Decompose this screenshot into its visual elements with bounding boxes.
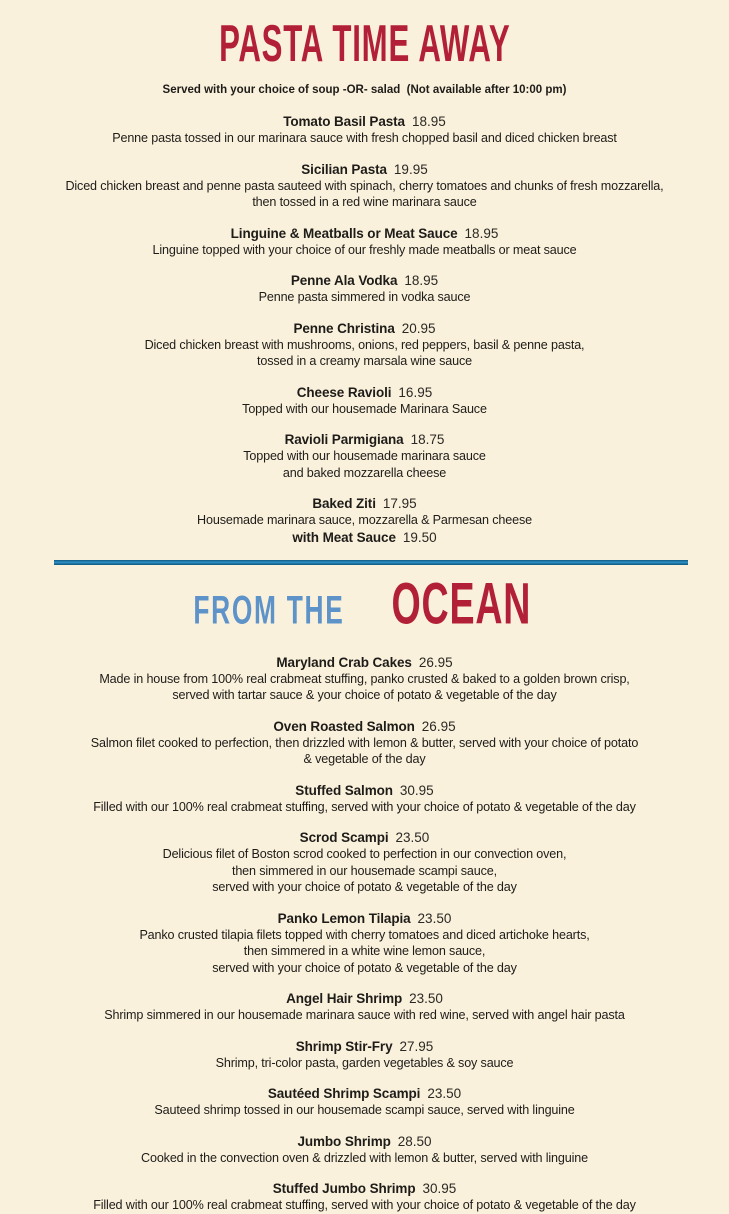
ocean-title-part: FROM THE — [193, 586, 345, 633]
item-name-line — [0, 654, 729, 671]
item-name-line — [0, 829, 729, 846]
item-name: Sicilian Pasta — [301, 161, 387, 177]
item-description-line: Linguine topped with your choice of our freshly made meatballs or meat sauce — [152, 242, 577, 257]
menu-item — [0, 113, 729, 147]
item-name-line — [0, 495, 729, 512]
item-name: Stuffed Jumbo Shrimp — [272, 1181, 416, 1196]
item-description-line: Sauteed shrimp tossed in our housemade scampi sauce, served with linguine — [154, 1103, 575, 1117]
item-description-line: served with your choice of potato & vegetable of the day — [212, 960, 517, 975]
item-description-line: and baked mozzarella cheese — [282, 465, 447, 480]
item-price: 23.50 — [427, 1086, 462, 1101]
menu-item — [0, 384, 729, 418]
item-description-line: Topped with our housemade Marinara Sauce — [242, 401, 487, 416]
pasta-title-part: PASTA TIME AWAY — [218, 15, 511, 73]
item-name-line — [0, 320, 729, 337]
item-description — [0, 1007, 729, 1024]
menu-item — [0, 1133, 729, 1167]
item-name-line — [0, 910, 729, 927]
item-description-line: Cooked in the convection oven & drizzled with lemon & butter, served with linguine — [141, 1150, 588, 1165]
item-price: 20.95 — [401, 320, 436, 336]
item-price: 18.95 — [404, 273, 439, 288]
item-name-line — [0, 782, 729, 799]
pasta-section-title — [0, 15, 729, 80]
item-price: 18.95 — [411, 114, 446, 129]
item-description-line: Shrimp, tri-color pasta, garden vegetables & soy sauce — [215, 1055, 514, 1070]
item-description — [0, 799, 729, 816]
item-name-line — [0, 1085, 729, 1102]
item-description — [0, 448, 729, 481]
item-name-line — [0, 990, 729, 1007]
item-description — [0, 1102, 729, 1119]
item-description-line: Delicious filet of Boston scrod cooked to perfection in our convection oven, — [162, 847, 567, 861]
menu-item — [0, 1085, 729, 1119]
item-name: Linguine & Meatballs or Meat Sauce — [230, 225, 458, 241]
menu-item — [0, 910, 729, 977]
item-name-line — [0, 1180, 729, 1197]
section-ocean — [0, 569, 729, 1214]
item-name-line — [0, 431, 729, 448]
item-name-line — [0, 161, 729, 178]
item-description — [0, 846, 729, 896]
ocean-items-list — [0, 654, 729, 1214]
item-price: 18.75 — [410, 432, 445, 447]
menu-item — [0, 1180, 729, 1214]
item-name: Shrimp Stir-Fry — [295, 1038, 393, 1054]
item-description — [0, 1150, 729, 1167]
item-description-line: Diced chicken breast and penne pasta sauteed with spinach, cherry tomatoes and chunks of fresh mozzarella, — [65, 178, 664, 193]
menu-item — [0, 718, 729, 768]
item-price: 19.95 — [393, 161, 428, 177]
item-description-line: Penne pasta simmered in vodka sauce — [258, 290, 471, 304]
item-price: 26.95 — [418, 654, 453, 670]
item-variant-label: with Meat Sauce — [292, 529, 396, 545]
item-name: Panko Lemon Tilapia — [277, 910, 411, 926]
item-description — [0, 337, 729, 370]
menu-item — [0, 1038, 729, 1072]
menu-item — [0, 990, 729, 1024]
item-description — [0, 401, 729, 418]
item-description-line: Panko crusted tilapia filets topped with cherry tomatoes and diced artichoke hearts, — [139, 927, 590, 942]
item-description-line: served with tartar sauce & your choice of potato & vegetable of the day — [172, 688, 557, 702]
item-description — [0, 1055, 729, 1072]
item-name: Penne Christina — [293, 320, 395, 336]
item-description-line: Shrimp simmered in our housemade marinara sauce with red wine, served with angel hair pasta — [104, 1008, 625, 1022]
menu-item — [0, 495, 729, 546]
item-price: 28.50 — [397, 1133, 432, 1149]
item-name-line — [0, 225, 729, 242]
item-price: 26.95 — [421, 718, 456, 734]
item-description-line: & vegetable of the day — [303, 752, 426, 766]
item-variant-price: 19.50 — [402, 529, 437, 545]
menu-item — [0, 161, 729, 211]
item-name: Penne Ala Vodka — [290, 273, 398, 288]
item-name-line — [0, 113, 729, 130]
item-price: 27.95 — [399, 1038, 434, 1054]
item-description-line: tossed in a creamy marsala wine sauce — [257, 354, 472, 368]
section-pasta — [0, 15, 729, 546]
item-description-line: Diced chicken breast with mushrooms, onions, red peppers, basil & penne pasta, — [144, 337, 585, 352]
menu-item — [0, 829, 729, 896]
item-name: Jumbo Shrimp — [297, 1133, 391, 1149]
item-price: 30.95 — [422, 1181, 457, 1196]
item-description — [0, 289, 729, 306]
item-name: Cheese Ravioli — [296, 384, 392, 400]
item-price: 23.50 — [417, 910, 452, 926]
item-description-line: then simmered in a white wine lemon sauce, — [243, 944, 486, 958]
item-name-line — [0, 1133, 729, 1150]
item-description-line: Penne pasta tossed in our marinara sauce with fresh chopped basil and diced chicken breast — [112, 131, 617, 145]
item-description-line: served with your choice of potato & vegetable of the day — [212, 880, 517, 894]
item-name: Angel Hair Shrimp — [286, 991, 403, 1006]
item-description-line: Topped with our housemade marinara sauce — [243, 449, 486, 463]
item-name-line — [0, 1038, 729, 1055]
item-name: Scrod Scampi — [299, 830, 389, 845]
item-price: 16.95 — [398, 384, 433, 400]
ocean-section-title — [0, 569, 729, 644]
item-variant — [0, 529, 729, 546]
item-description — [0, 927, 729, 977]
item-name: Baked Ziti — [312, 496, 376, 511]
menu-item — [0, 431, 729, 481]
item-description — [0, 512, 729, 529]
item-price: 30.95 — [399, 782, 434, 798]
item-name: Stuffed Salmon — [295, 782, 393, 798]
item-price: 23.50 — [409, 991, 443, 1006]
item-description-line: Filled with our 100% real crabmeat stuffing, served with your choice of potato & vegetable of the day — [93, 1198, 636, 1212]
item-description — [0, 178, 729, 211]
menu-item — [0, 225, 729, 259]
item-description — [0, 1197, 729, 1214]
item-price: 23.50 — [395, 830, 430, 845]
item-name: Maryland Crab Cakes — [276, 654, 412, 670]
item-description-line: Salmon filet cooked to perfection, then drizzled with lemon & butter, served with your choice of potato — [90, 735, 639, 750]
pasta-items-list — [0, 113, 729, 546]
item-price: 17.95 — [382, 496, 417, 511]
item-description-line: then tossed in a red wine marinara sauce — [252, 195, 477, 209]
menu-item — [0, 782, 729, 816]
item-name-line — [0, 718, 729, 735]
item-description-line: Made in house from 100% real crabmeat stuffing, panko crusted & baked to a golden brown crisp, — [99, 671, 630, 686]
item-name-line — [0, 384, 729, 401]
item-name: Ravioli Parmigiana — [284, 432, 404, 447]
item-name: Sautéed Shrimp Scampi — [267, 1086, 421, 1101]
ocean-title-part: OCEAN — [391, 569, 532, 636]
section-divider — [54, 560, 688, 565]
item-price: 18.95 — [464, 225, 499, 241]
menu-item — [0, 654, 729, 704]
item-description-line: Filled with our 100% real crabmeat stuffing, served with your choice of potato & vegetable of the day — [93, 799, 636, 814]
item-description — [0, 671, 729, 704]
item-name-line — [0, 272, 729, 289]
item-description-line: then simmered in our housemade scampi sauce, — [231, 863, 497, 878]
menu-item — [0, 320, 729, 370]
item-description — [0, 242, 729, 259]
item-description — [0, 735, 729, 768]
menu-item — [0, 272, 729, 306]
pasta-section-subtitle: Served with your choice of soup -OR- salad (Not available after 10:00 pm) — [162, 84, 567, 96]
item-description-line: Housemade marinara sauce, mozzarella & Parmesan cheese — [197, 513, 532, 527]
item-name: Tomato Basil Pasta — [283, 114, 405, 129]
item-description — [0, 130, 729, 147]
item-name: Oven Roasted Salmon — [273, 718, 415, 734]
